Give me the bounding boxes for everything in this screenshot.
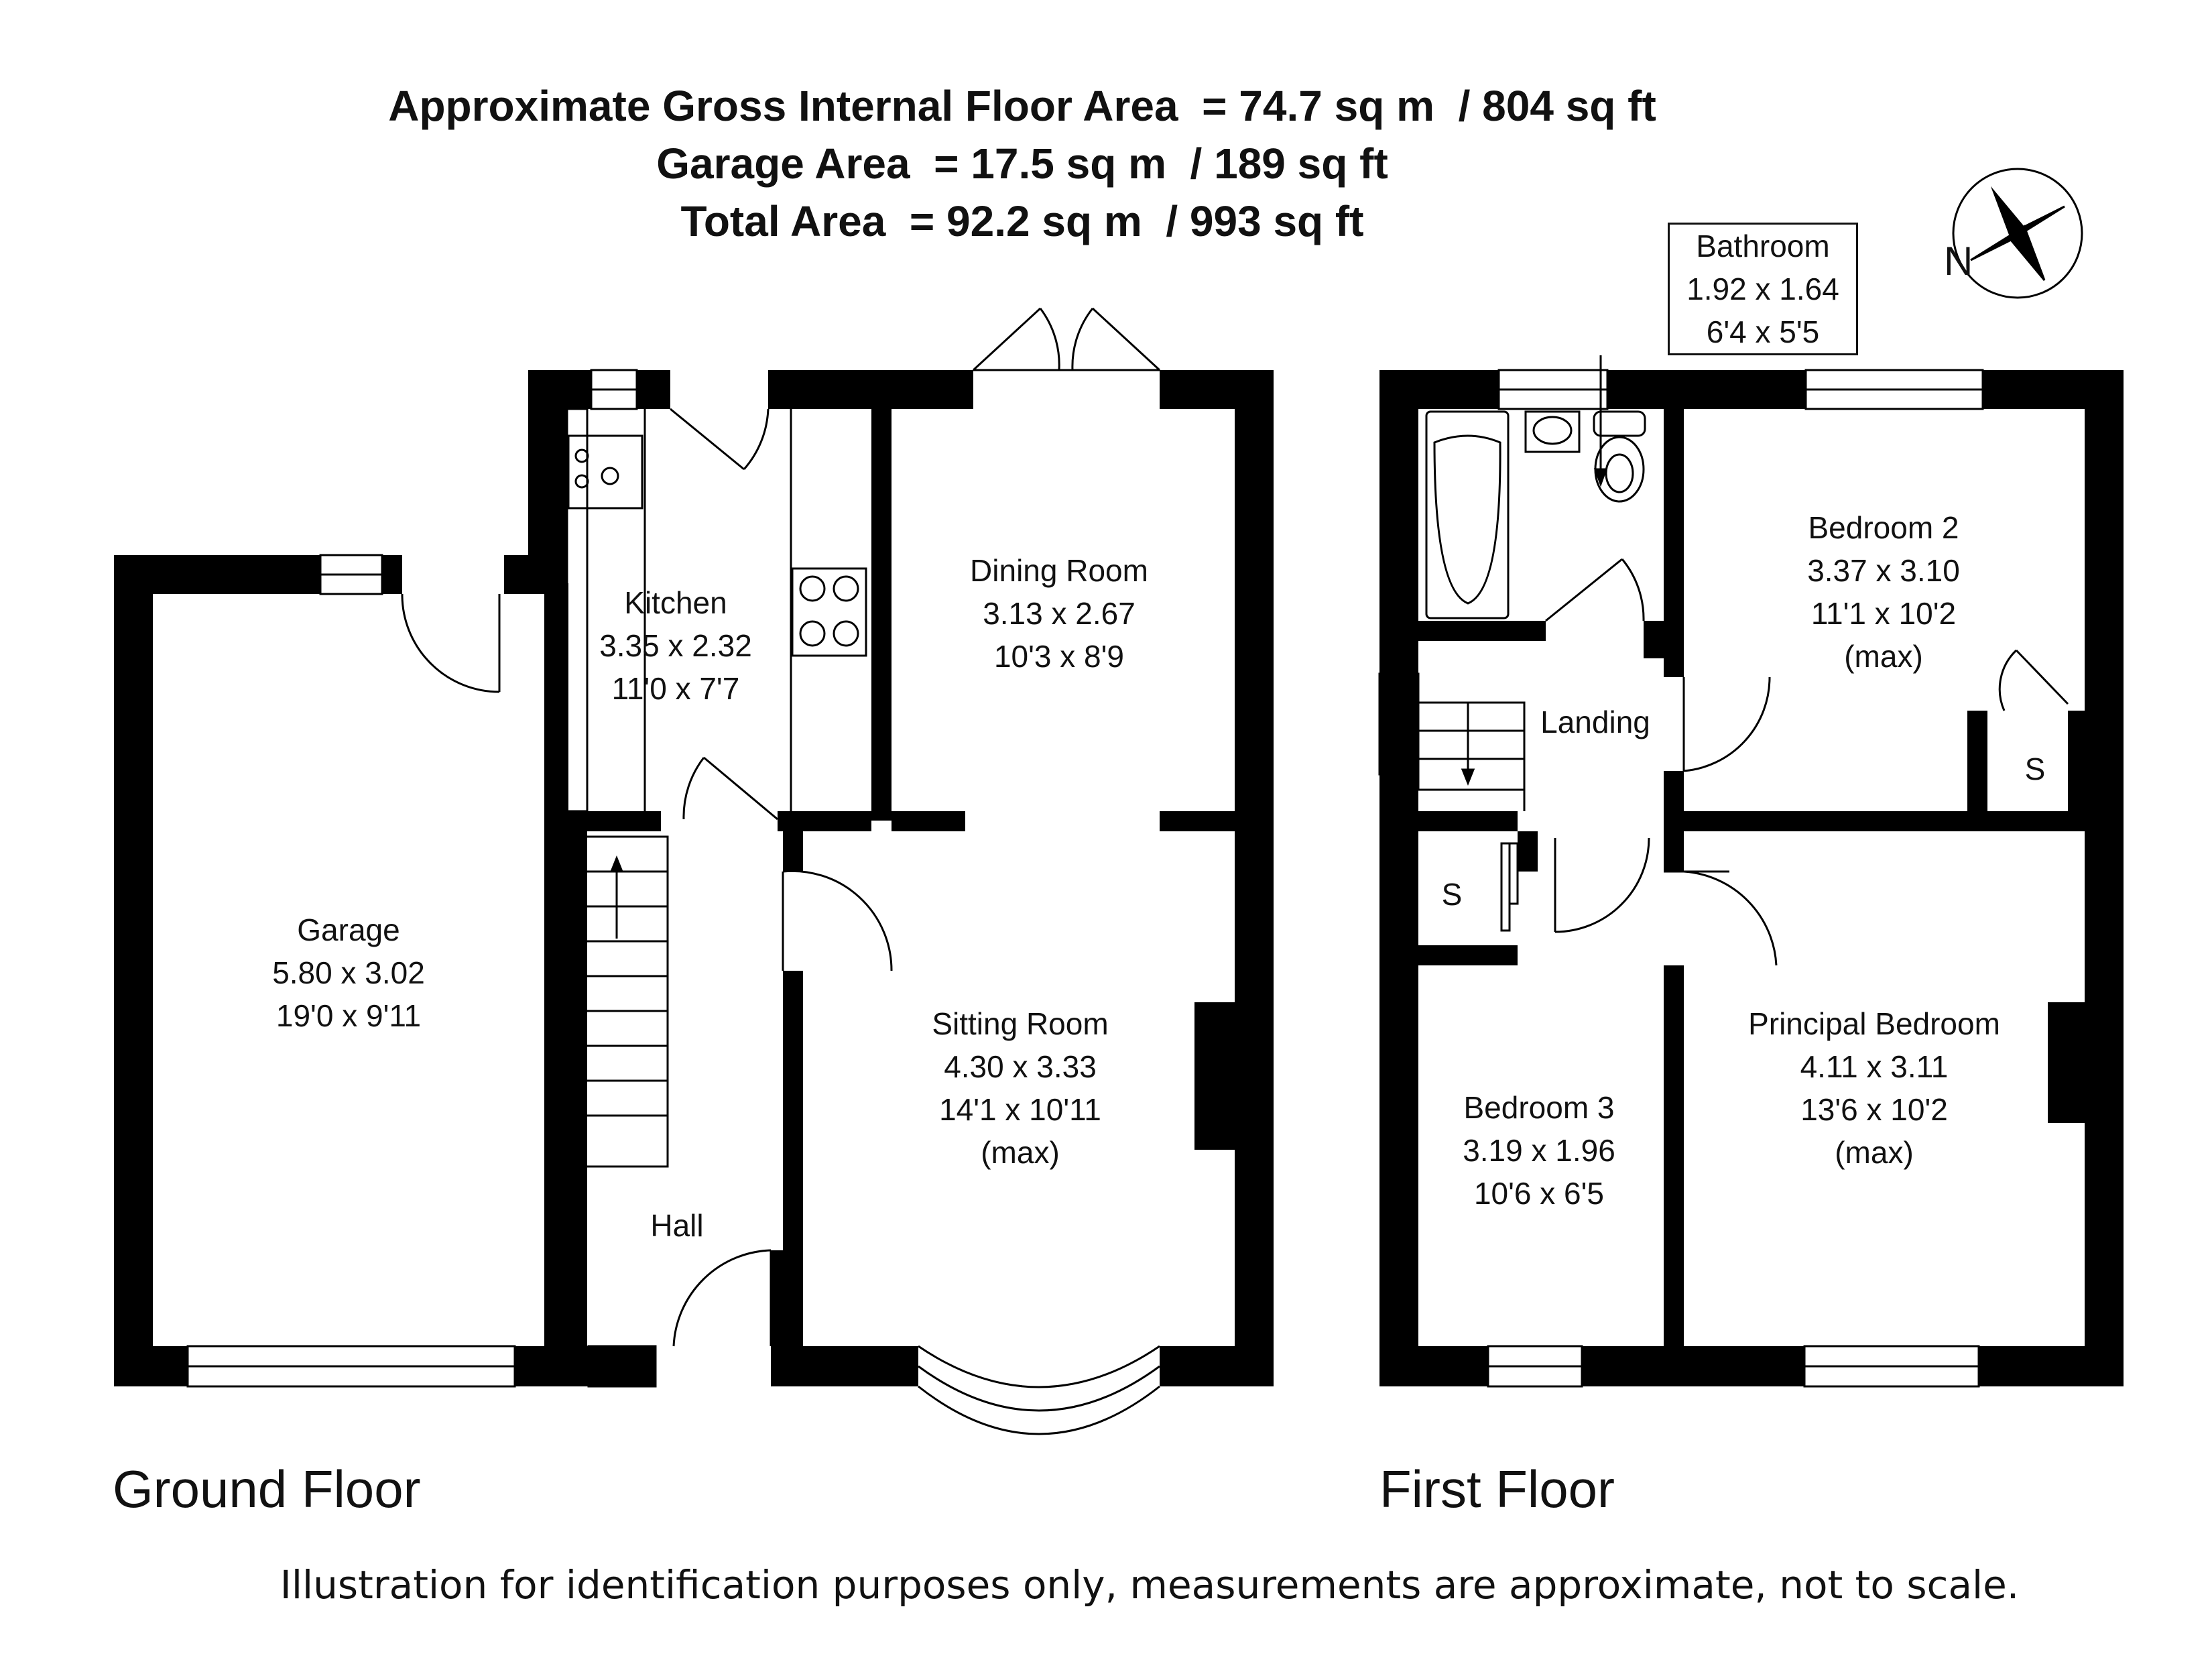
sitting-metric: 4.30 x 3.33 [944, 1049, 1097, 1084]
room-label-dining [970, 549, 1148, 678]
bathroom-name: Bathroom [1696, 229, 1830, 263]
first-floor-walls [1379, 370, 2124, 1386]
sitting-note: (max) [981, 1135, 1060, 1170]
bedroom2-note: (max) [1844, 639, 1923, 674]
sitting-name: Sitting Room [932, 1006, 1109, 1041]
ground-floor-label: Ground Floor [113, 1459, 421, 1518]
principal-imperial: 13'6 x 10'2 [1800, 1092, 1948, 1127]
kitchen-imperial: 11'0 x 7'7 [611, 671, 740, 706]
room-label-garage [272, 908, 425, 1037]
dining-imperial: 10'3 x 8'9 [993, 639, 1125, 674]
bedroom3-imperial: 10'6 x 6'5 [1473, 1176, 1605, 1211]
first-floor-label: First Floor [1379, 1459, 1615, 1518]
bedroom3-name: Bedroom 3 [1463, 1090, 1615, 1125]
first-floor-details [1379, 370, 2068, 1386]
room-label-store-landing [1442, 873, 1463, 916]
hall-name: Hall [650, 1208, 704, 1243]
north-label: N [1944, 239, 1973, 284]
sitting-imperial: 14'1 x 10'11 [939, 1092, 1101, 1127]
dining-name: Dining Room [970, 553, 1148, 588]
gross-area-heading: Approximate Gross Internal Floor Area = 74.7 sq m / 804 sq ft [388, 82, 1656, 130]
kitchen-metric: 3.35 x 2.32 [599, 628, 752, 663]
disclaimer-text: Illustration for identification purposes only, measurements are approximate, not to scale. [280, 1562, 2020, 1608]
room-label-principal-bedroom [1748, 1002, 2000, 1174]
bedroom2-imperial: 11'1 x 10'2 [1810, 596, 1957, 631]
bedroom2-name: Bedroom 2 [1808, 510, 1959, 545]
room-label-hall [650, 1204, 703, 1247]
landing-name: Landing [1540, 705, 1650, 739]
room-label-store-bedroom2 [2025, 748, 2046, 790]
garage-metric: 5.80 x 3.02 [272, 955, 425, 990]
garage-name: Garage [297, 912, 400, 947]
total-area-heading: Total Area = 92.2 sq m / 993 sq ft [680, 197, 1364, 245]
bathroom-imperial: 6'4 x 5'5 [1706, 314, 1820, 349]
bathroom-callout-arrow [1595, 355, 1606, 484]
room-label-kitchen [599, 581, 752, 710]
room-label-bedroom3 [1463, 1086, 1615, 1215]
store1-name: S [1441, 877, 1463, 912]
principal-metric: 4.11 x 3.11 [1800, 1049, 1949, 1084]
garage-area-heading: Garage Area = 17.5 sq m / 189 sq ft [656, 139, 1388, 188]
kitchen-name: Kitchen [624, 585, 727, 620]
room-label-sitting [932, 1002, 1108, 1174]
bathroom-metric: 1.92 x 1.64 [1686, 272, 1839, 306]
bedroom3-metric: 3.19 x 1.96 [1463, 1133, 1615, 1168]
room-label-landing [1540, 701, 1650, 743]
principal-name: Principal Bedroom [1748, 1006, 2000, 1041]
principal-note: (max) [1835, 1135, 1914, 1170]
bedroom2-metric: 3.37 x 3.10 [1807, 553, 1960, 588]
room-label-bedroom2 [1807, 506, 1960, 678]
bathroom-callout [1668, 223, 1858, 355]
dining-metric: 3.13 x 2.67 [983, 596, 1135, 631]
store2-name: S [2024, 752, 2046, 786]
ground-floor-details [188, 308, 1160, 1434]
garage-imperial: 19'0 x 9'11 [275, 998, 422, 1033]
